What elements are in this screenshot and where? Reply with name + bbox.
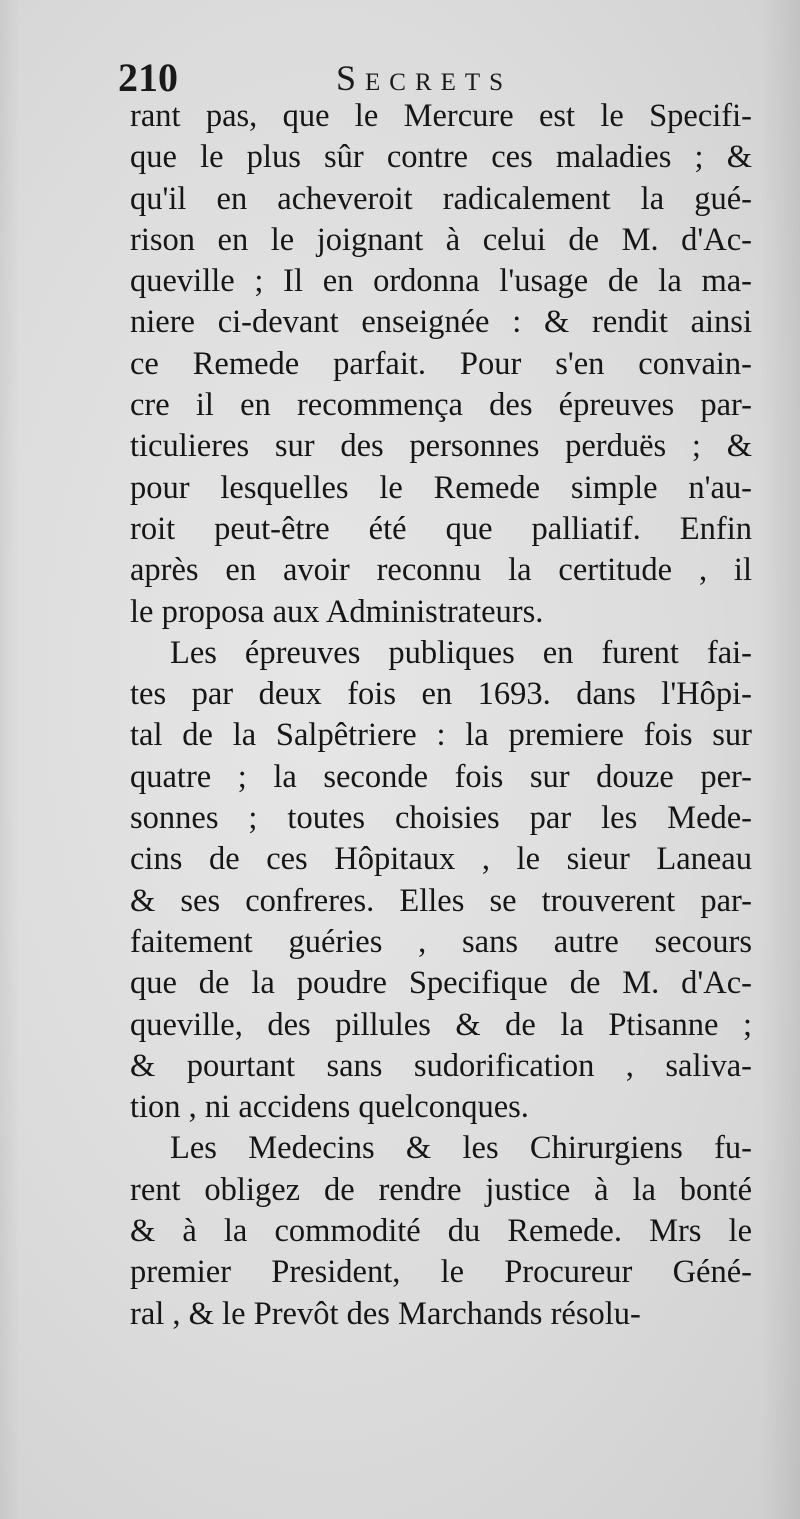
page-gutter-shadow [0,0,20,1519]
text-line: faitement guéries , sans autre secours [130,923,752,960]
text-line: que le plus sûr contre ces maladies ; & [130,139,752,176]
page-header [118,56,758,100]
text-line: premier President, le Procureur Géné- [130,1254,752,1291]
text-line: tes par deux fois en 1693. dans l'Hôpi- [130,676,752,713]
text-line: roit peut-être été que palliatif. Enfin [130,510,752,547]
text-line: tion , ni accidens quelconques. [130,1089,529,1126]
text-line: rison en le joignant à celui de M. d'Ac- [130,221,752,258]
text-line: ticulieres sur des personnes perduës ; & [130,428,752,465]
text-line: qu'il en acheveroit radicalement la gué- [130,180,752,217]
text-line: cins de ces Hôpitaux , le sieur Laneau [130,841,752,878]
paragraph [130,1128,770,1334]
text-line: & pourtant sans sudorification , saliva- [130,1047,752,1084]
text-line: rant pas, que le Mercure est le Specifi- [130,98,752,134]
paragraph [130,633,770,1129]
text-line: rent obligez de rendre justice à la bonté [130,1171,752,1208]
text-line: & à la commodité du Remede. Mrs le [130,1213,752,1250]
running-head: Secrets [336,58,513,98]
text-line: & ses confreres. Elles se trouverent par- [130,882,752,919]
text-line: pour lesquelles le Remede simple n'au- [130,469,752,506]
text-line: Les Medecins & les Chirurgiens fu- [170,1130,752,1167]
text-line: queville, des pillules & de la Ptisanne ; [130,1006,752,1043]
text-line: après en avoir reconnu la certitude , il [130,552,752,589]
text-line: queville ; Il en ordonna l'usage de la ma- [130,263,752,300]
text-line: tal de la Salpêtriere : la premiere fois sur [130,717,752,754]
text-line: niere ci-devant enseignée : & rendit ainsi [130,304,752,341]
text-line: le proposa aux Administrateurs. [130,593,544,630]
body-text [130,96,770,1335]
page-number: 210 [118,55,178,100]
text-line: ral , & le Prevôt des Marchands résolu- [130,1295,641,1332]
text-line: Les épreuves publiques en furent fai- [170,634,752,671]
text-line: ce Remede parfait. Pour s'en convain- [130,345,752,382]
paragraph [130,96,770,633]
text-line: sonnes ; toutes choisies par les Mede- [130,800,752,837]
text-line: que de la poudre Specifique de M. d'Ac- [130,965,752,1002]
text-line: cre il en recommença des épreuves par- [130,387,752,424]
text-line: quatre ; la seconde fois sur douze per- [130,758,752,795]
